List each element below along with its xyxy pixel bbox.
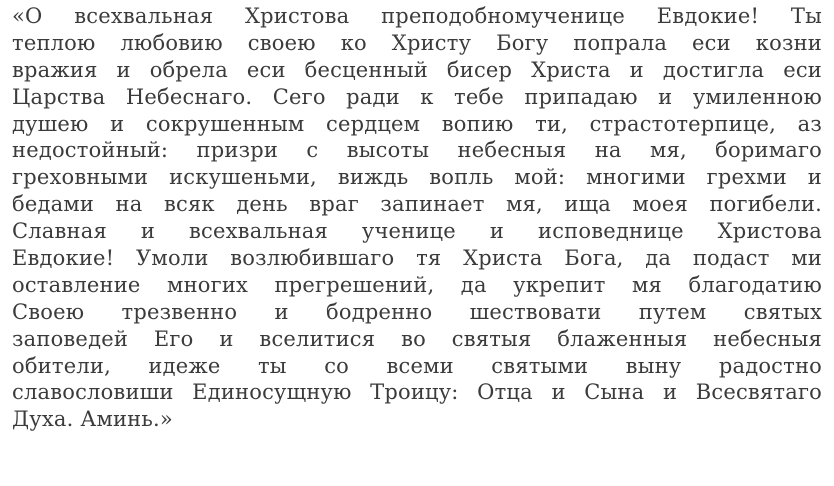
prayer-line: Евдокие! Умоли возлюбившаго тя Христа Бога, да подаст ми [12,246,822,271]
prayer-line: Своею трезвенно и бодренно шествовати путем святых [12,299,822,324]
prayer-line: теплою любовию своею ко Христу Богу попрала еси козни [12,30,822,55]
prayer-line-last: Духа. Аминь.» [12,407,173,432]
prayer-line: Царства Небеснаго. Сего ради к тебе припадаю и умиленною [12,84,822,109]
prayer-line: греховными искушеньми, виждь вопль мой: многими грехми и [12,165,822,190]
prayer-line: «О всехвальная Христова преподобномученице Евдокие! Ты [12,4,822,28]
prayer-line: оставление многих прегрешений, да укрепит мя благодатию [12,272,822,297]
prayer-text [12,3,822,433]
prayer-line: обители, идеже ты со всеми святыми выну радостно [12,353,822,378]
prayer-line: заповедей Его и вселитися во святыя блаженныя небесныя [12,326,822,351]
prayer-line: бедами на всяк день враг запинает мя, ища моея погибели. [12,192,822,217]
prayer-line: вражия и обрела еси бесценный бисер Христа и достигла еси [12,57,822,82]
prayer-line: славословиши Единосущную Троицу: Отца и Сына и Всесвятаго [12,380,822,405]
prayer-line: душею и сокрушенным сердцем вопию ти, страстотерпице, аз [12,111,822,136]
prayer-line: недостойный: призри с высоты небесныя на мя, боримаго [12,138,822,163]
prayer-line: Славная и всехвальная ученице и исповеднице Христова [12,219,822,244]
